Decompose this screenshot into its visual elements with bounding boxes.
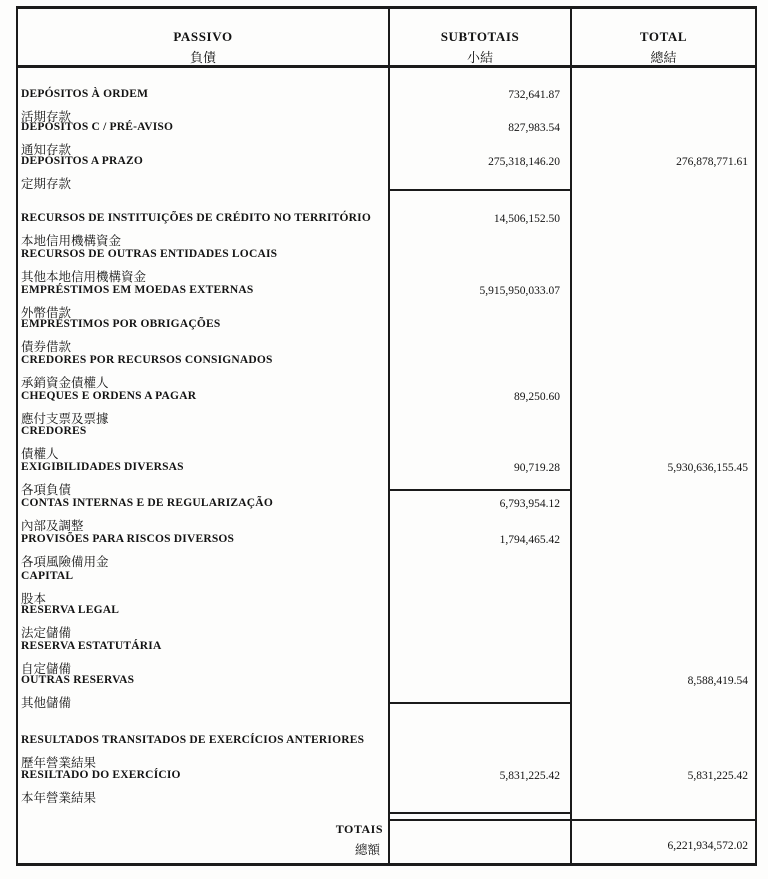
total-value: 5,930,636,155.45 xyxy=(667,462,748,474)
header-total-zh: 總結 xyxy=(650,50,677,65)
row-label-pt: EMPRÉSTIMOS POR OBRIGAÇÕES xyxy=(21,318,221,330)
table-row xyxy=(0,674,768,712)
header-subtotais: SUBTOTAIS xyxy=(440,29,520,44)
row-label-pt: RECURSOS DE OUTRAS ENTIDADES LOCAIS xyxy=(21,248,278,260)
row-label-zh: 法定儲備 xyxy=(21,626,72,640)
row-label-pt: PROVISÕES PARA RISCOS DIVERSOS xyxy=(21,533,235,545)
table-row xyxy=(0,497,768,535)
table-row xyxy=(0,734,768,772)
row-label-zh: 債券借款 xyxy=(21,340,72,354)
subtotal-value: 827,983.54 xyxy=(508,122,560,134)
header-subtotais-zh: 小結 xyxy=(466,50,493,65)
table-row xyxy=(0,284,768,322)
subtotal-value: 90,719.28 xyxy=(514,462,560,474)
table-row xyxy=(0,533,768,571)
row-label-zh: 各項風險備用金 xyxy=(21,555,109,569)
row-label-zh: 自定儲備 xyxy=(21,662,72,676)
subtotal-value: 275,318,146.20 xyxy=(488,156,560,168)
row-label-zh: 定期存款 xyxy=(21,177,72,191)
table-row xyxy=(0,604,768,642)
table-row xyxy=(0,425,768,463)
row-label-pt: EMPRÉSTIMOS EM MOEDAS EXTERNAS xyxy=(21,284,254,296)
row-label-zh: 通知存款 xyxy=(21,143,72,157)
row-label-zh: 內部及調整 xyxy=(21,519,84,533)
total-value: 8,588,419.54 xyxy=(687,675,748,687)
subtotal-value: 14,506,152.50 xyxy=(493,213,560,225)
row-label-pt: CONTAS INTERNAS E DE REGULARIZAÇÃO xyxy=(21,497,273,509)
row-label-pt: CHEQUES E ORDENS A PAGAR xyxy=(21,390,197,402)
row-label-zh: 承銷資金債權人 xyxy=(21,376,109,390)
total-value: 5,831,225.42 xyxy=(687,770,748,782)
subtotal-value: 6,793,954.12 xyxy=(499,498,560,510)
table-row xyxy=(0,769,768,807)
row-label-pt: DEPÓSITOS À ORDEM xyxy=(21,88,149,100)
subtotal-section-line-4 xyxy=(388,812,572,814)
table-row xyxy=(0,640,768,678)
subtotal-value: 5,915,950,033.07 xyxy=(479,285,560,297)
row-label-pt: RECURSOS DE INSTITUIÇÕES DE CRÉDITO NO TERRITÓRIO xyxy=(21,212,371,224)
table-row xyxy=(0,461,768,499)
header-passivo-zh: 負債 xyxy=(189,50,216,65)
table-row xyxy=(0,390,768,428)
row-label-pt: DEPÓSITOS C / PRÉ-AVISO xyxy=(21,121,174,133)
row-label-zh: 活期存款 xyxy=(21,110,72,124)
totais-label: TOTAIS xyxy=(335,822,383,836)
table-border-bottom xyxy=(16,863,757,866)
row-label-pt: CREDORES xyxy=(21,425,87,437)
table-row xyxy=(0,248,768,286)
grand-total-value: 6,221,934,572.02 xyxy=(667,840,748,852)
row-label-pt: OUTRAS RESERVAS xyxy=(21,674,135,686)
table-row xyxy=(0,318,768,356)
header-passivo: PASSIVO xyxy=(173,29,233,44)
row-label-pt: CREDORES POR RECURSOS CONSIGNADOS xyxy=(21,354,273,366)
row-label-pt: DEPÓSITOS A PRAZO xyxy=(21,155,144,167)
table-row xyxy=(0,212,768,250)
total-value: 276,878,771.61 xyxy=(676,156,748,168)
row-label-zh: 歷年營業結果 xyxy=(21,756,97,770)
row-label-zh: 股本 xyxy=(21,592,47,606)
row-label-pt: EXIGIBILIDADES DIVERSAS xyxy=(21,461,184,473)
row-label-zh: 債權人 xyxy=(21,447,59,461)
totais-row-top-line xyxy=(388,819,757,821)
row-label-zh: 其他儲備 xyxy=(21,696,72,710)
row-label-zh: 本年營業結果 xyxy=(21,791,97,805)
row-label-zh: 其他本地信用機構資金 xyxy=(21,270,147,284)
subtotal-value: 5,831,225.42 xyxy=(499,770,560,782)
header-total: TOTAL xyxy=(639,29,688,44)
table-row xyxy=(0,570,768,608)
subtotal-value: 1,794,465.42 xyxy=(499,534,560,546)
row-label-pt: RESULTADOS TRANSITADOS DE EXERCÍCIOS ANTERIORES xyxy=(21,734,365,746)
row-label-zh: 外幣借款 xyxy=(21,306,72,320)
row-label-pt: RESERVA ESTATUTÁRIA xyxy=(21,640,162,652)
row-label-zh: 應付支票及票據 xyxy=(21,412,109,426)
row-label-pt: CAPITAL xyxy=(21,570,74,582)
subtotal-value: 732,641.87 xyxy=(508,89,560,101)
row-label-pt: RESERVA LEGAL xyxy=(21,604,120,616)
table-row xyxy=(0,354,768,392)
subtotal-value: 89,250.60 xyxy=(514,391,560,403)
table-row xyxy=(0,155,768,193)
row-label-pt: RESILTADO DO EXERCÍCIO xyxy=(21,769,181,781)
row-label-zh: 各項負債 xyxy=(21,483,72,497)
table-border-top xyxy=(16,6,757,9)
row-label-zh: 本地信用機構資金 xyxy=(21,234,122,248)
table-row xyxy=(0,121,768,159)
totais-label-zh: 總額 xyxy=(354,843,380,857)
